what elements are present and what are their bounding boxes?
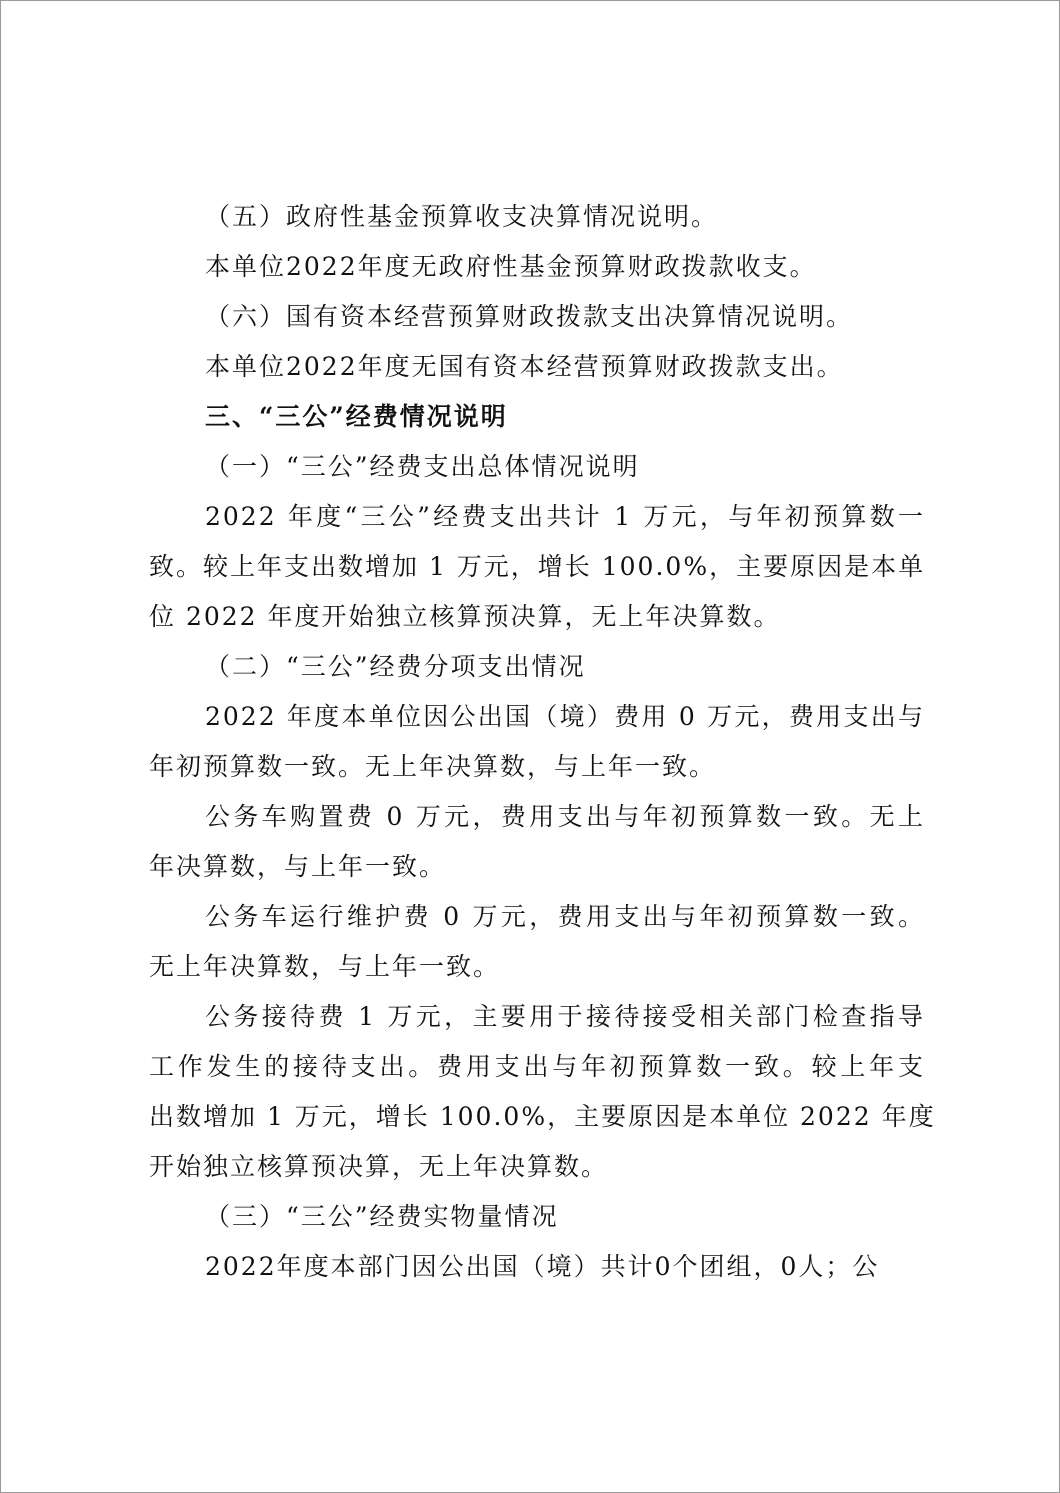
paragraph-line: 致。较上年支出数增加 1 万元，增长 100.0%，主要原因是本单	[149, 552, 926, 581]
subheading-physical-quantity: （三）“三公”经费实物量情况	[205, 1202, 559, 1231]
paragraph-line: 年初预算数一致。无上年决算数，与上年一致。	[149, 752, 717, 781]
paragraph-line: 出数增加 1 万元，增长 100.0%，主要原因是本单位 2022 年度	[149, 1102, 936, 1131]
paragraph-line: 2022年度本部门因公出国（境）共计0个团组，0人；公	[205, 1252, 880, 1281]
heading-government-fund: （五）政府性基金预算收支决算情况说明。	[205, 202, 719, 231]
paragraph-line: 开始独立核算预决算，无上年决算数。	[149, 1152, 609, 1181]
paragraph-line: 位 2022 年度开始独立核算预决算，无上年决算数。	[149, 602, 781, 631]
paragraph-line: 本单位2022年度无国有资本经营预算财政拨款支出。	[205, 352, 844, 381]
paragraph-line: 公务车运行维护费 0 万元，费用支出与年初预算数一致。	[205, 902, 925, 931]
paragraph-line: 2022 年度“三公”经费支出共计 1 万元，与年初预算数一	[205, 502, 925, 531]
paragraph-line: 本单位2022年度无政府性基金预算财政拨款收支。	[205, 252, 817, 281]
subheading-overall: （一）“三公”经费支出总体情况说明	[205, 452, 640, 481]
section-heading-three-public: 三、“三公”经费情况说明	[205, 402, 508, 431]
subheading-itemized: （二）“三公”经费分项支出情况	[205, 652, 586, 681]
heading-state-capital: （六）国有资本经营预算财政拨款支出决算情况说明。	[205, 302, 854, 331]
paragraph-line: 公务车购置费 0 万元，费用支出与年初预算数一致。无上	[205, 802, 925, 831]
paragraph-line: 2022 年度本单位因公出国（境）费用 0 万元，费用支出与	[205, 702, 925, 731]
paragraph-line: 年决算数，与上年一致。	[149, 852, 447, 881]
paragraph-line: 工作发生的接待支出。费用支出与年初预算数一致。较上年支	[149, 1052, 925, 1081]
paragraph-line: 公务接待费 1 万元，主要用于接待接受相关部门检查指导	[205, 1002, 925, 1031]
paragraph-line: 无上年决算数，与上年一致。	[149, 952, 501, 981]
